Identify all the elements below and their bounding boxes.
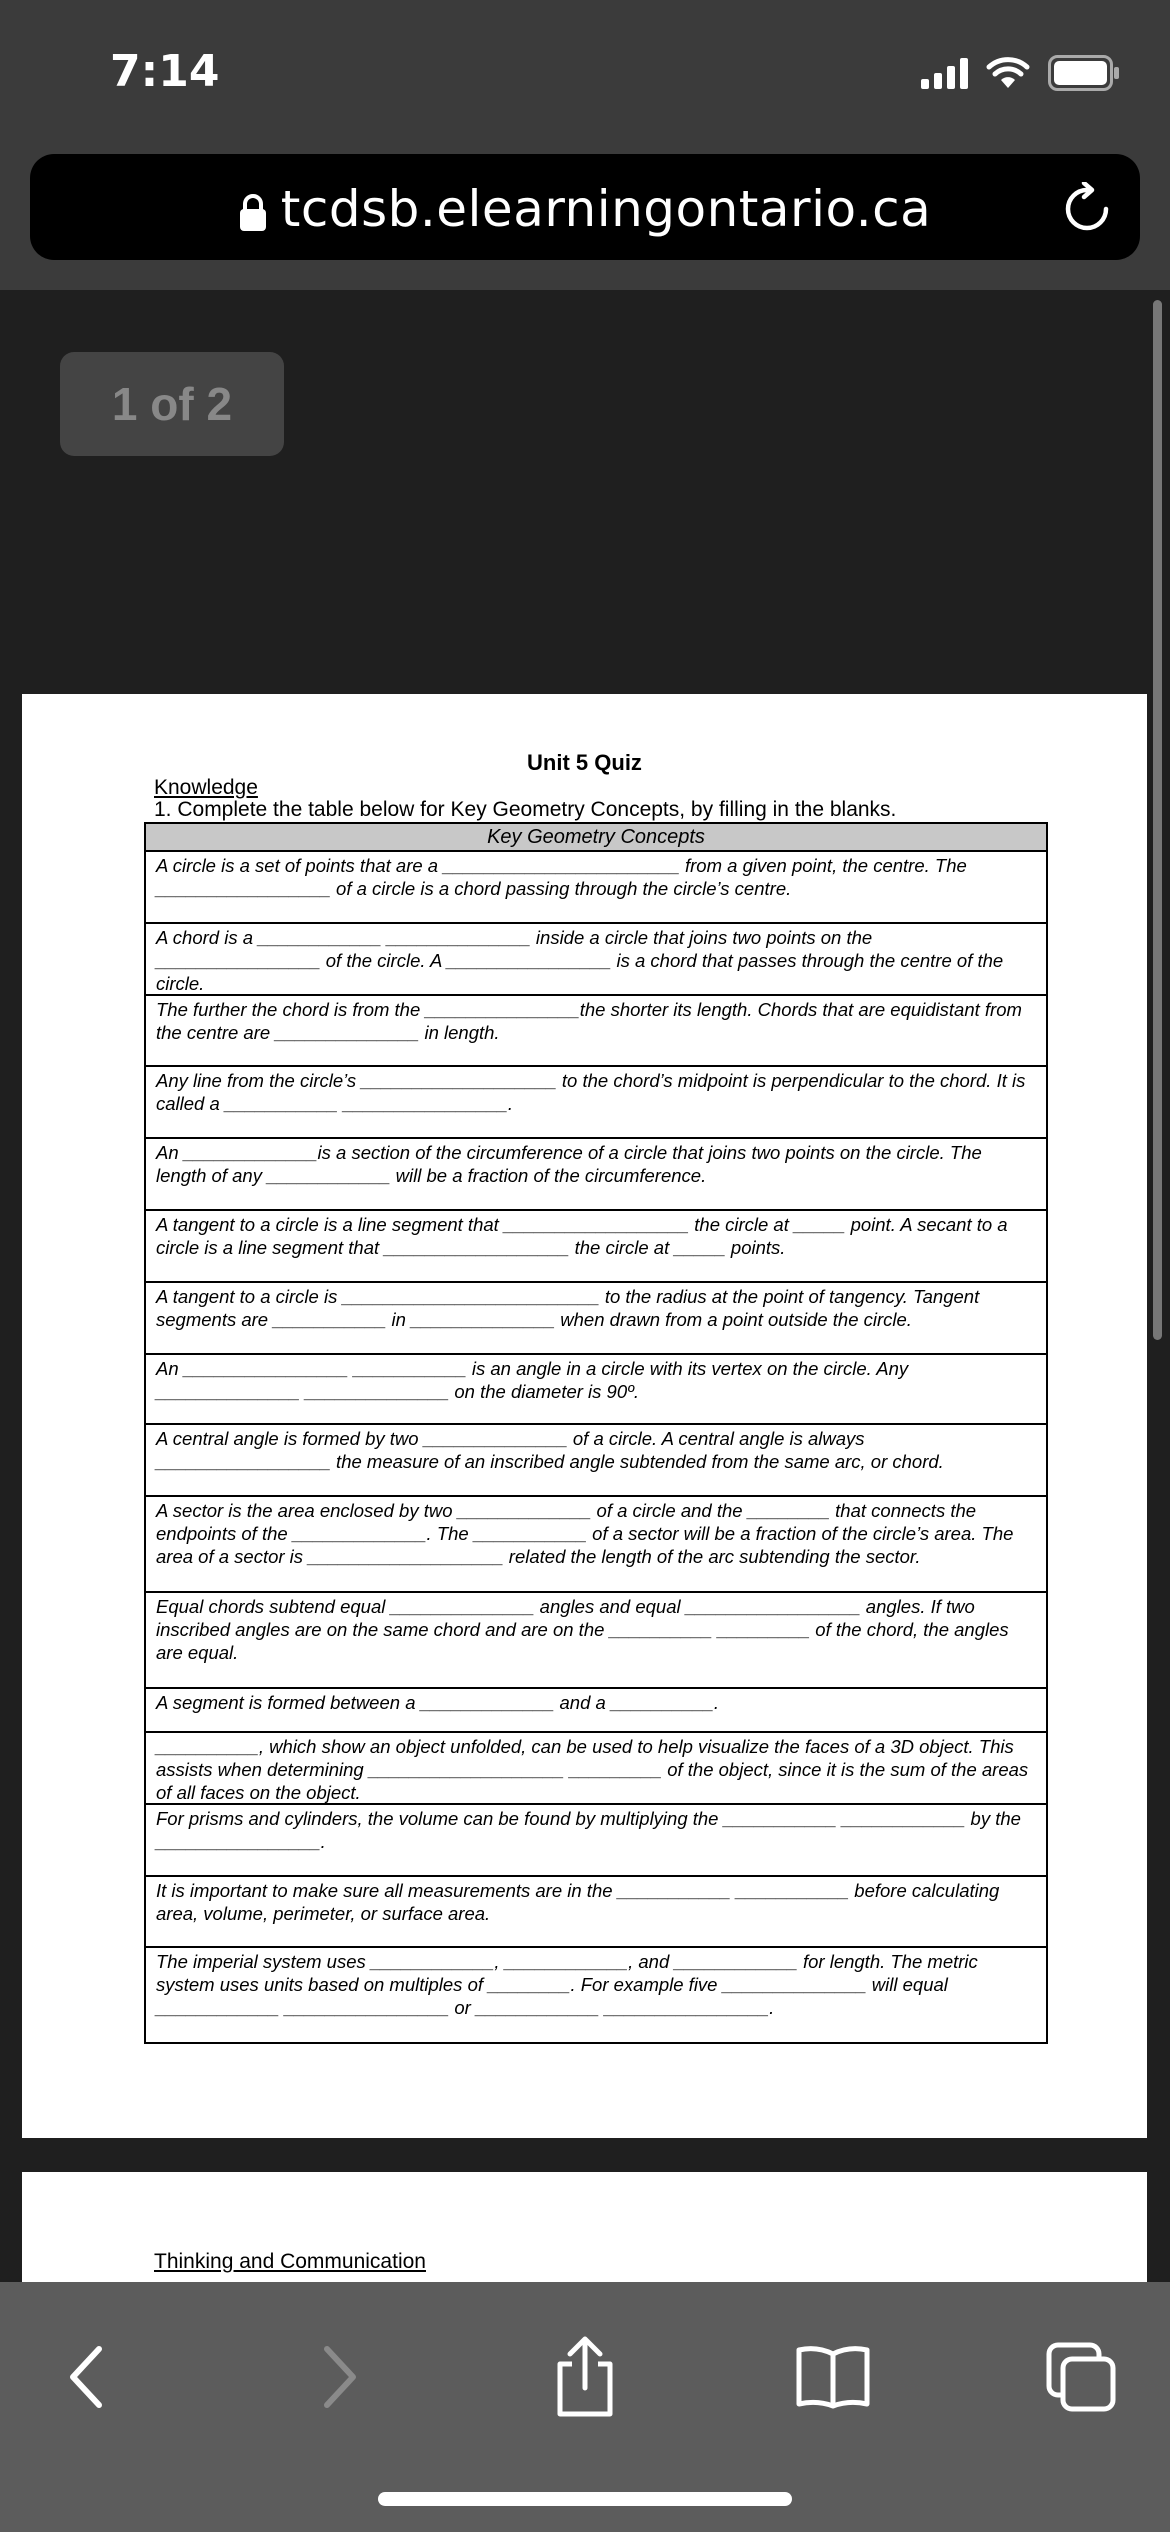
table-header: Key Geometry Concepts: [146, 824, 1046, 852]
table-row: A circle is a set of points that are a _______________________ from a given point, the centre. The _________________ of a circle is a chord passing through the circle’s centre.: [146, 852, 1046, 924]
quiz-title: Unit 5 Quiz: [527, 750, 642, 775]
table-row: Equal chords subtend equal ______________ angles and equal _________________ angles. If two inscribed angles are on the same chord and are on the __________ _________ of the chord, the angles are equal.: [146, 1593, 1046, 1689]
pdf-viewer[interactable]: [0, 290, 1170, 2282]
wifi-icon: [986, 56, 1030, 90]
table-row: It is important to make sure all measurements are in the ___________ ___________ before calculating area, volume, perimeter, or surface area.: [146, 1877, 1046, 1948]
table-row: The further the chord is from the _______________the shorter its length. Chords that are equidistant from the centre are ______________ in length.: [146, 996, 1046, 1067]
page-indicator: 1 of 2: [60, 352, 284, 456]
back-button[interactable]: [32, 2322, 142, 2432]
home-indicator[interactable]: [378, 2492, 792, 2506]
address-bar[interactable]: [30, 154, 1140, 260]
table-row: __________, which show an object unfolded, can be used to help visualize the faces of a 3D object. This assists when determining ___________________ _________ of the object, since it is the sum of the areas of all faces on the object.: [146, 1733, 1046, 1805]
question-1: 1. Complete the table below for Key Geometry Concepts, by filling in the blanks.: [154, 798, 897, 821]
url-display[interactable]: [30, 180, 1140, 238]
status-icons: [921, 55, 1120, 91]
table-row: An _____________is a section of the circumference of a circle that joins two points on the circle. The length of any ____________ will be a fraction of the circumference.: [146, 1139, 1046, 1211]
table-row: For prisms and cylinders, the volume can be found by multiplying the ___________ ____________ by the ________________.: [146, 1805, 1046, 1877]
scrollbar[interactable]: [1153, 300, 1162, 1340]
table-row: A tangent to a circle is a line segment that __________________ the circle at _____ point. A secant to a circle is a line segment that __________________ the circle at _____ points.: [146, 1211, 1046, 1283]
cellular-signal-icon: [921, 57, 968, 89]
table-row: An ________________ ___________ is an angle in a circle with its vertex on the circle. Any ______________ ______________ on the diameter is 90º.: [146, 1355, 1046, 1425]
browser-toolbar: [0, 2282, 1170, 2532]
table-row: A tangent to a circle is _________________________ to the radius at the point of tangency. Tangent segments are ___________ in ______________ when drawn from a point outside the circle.: [146, 1283, 1046, 1355]
section-heading-knowledge: Knowledge: [154, 776, 258, 799]
forward-icon: [319, 2345, 359, 2409]
status-time: 7:14: [110, 46, 220, 97]
document-page-1: [22, 694, 1147, 2138]
status-bar: [0, 0, 1170, 150]
table-row: A chord is a ____________ ______________ inside a circle that joins two points on the ________________ of the circle. A ________________ is a chord that passes through the centre of the circle.: [146, 924, 1046, 996]
table-row: A segment is formed between a _____________ and a __________.: [146, 1689, 1046, 1733]
tabs-icon: [1045, 2341, 1117, 2413]
book-icon: [795, 2344, 871, 2410]
browser-address-area: [0, 150, 1170, 290]
table-row: Any line from the circle’s ___________________ to the chord’s midpoint is perpendicular to the chord. It is called a ___________ ________________.: [146, 1067, 1046, 1139]
section-heading-thinking: Thinking and Communication: [154, 2250, 426, 2273]
reload-icon[interactable]: [1062, 182, 1112, 234]
battery-icon: [1048, 55, 1120, 91]
tabs-button[interactable]: [1026, 2322, 1136, 2432]
forward-button[interactable]: [284, 2322, 394, 2432]
table-row: A sector is the area enclosed by two _____________ of a circle and the ________ that connects the endpoints of the _____________. The ___________ of a sector will be a fraction of the circle’s area. The area of a sector is ___________________ related the length of the arc subtending the sector.: [146, 1497, 1046, 1593]
share-button[interactable]: [530, 2322, 640, 2432]
url-text: tcdsb.elearningontario.ca: [280, 180, 932, 238]
key-geometry-concepts-table: [144, 822, 1048, 2044]
table-row: A central angle is formed by two ______________ of a circle. A central angle is always _________________ the measure of an inscribed angle subtended from the same arc, or chord.: [146, 1425, 1046, 1497]
bookmarks-button[interactable]: [778, 2322, 888, 2432]
table-row: The imperial system uses ____________, ____________, and ____________ for length. The metric system uses units based on multiples of ________. For example five ______________ will equal ____________ ________________ or ____________ ________________.: [156, 1951, 978, 2018]
share-icon: [552, 2336, 618, 2418]
document-page-2: [22, 2172, 1147, 2282]
lock-icon: [239, 194, 267, 232]
back-icon: [67, 2345, 107, 2409]
